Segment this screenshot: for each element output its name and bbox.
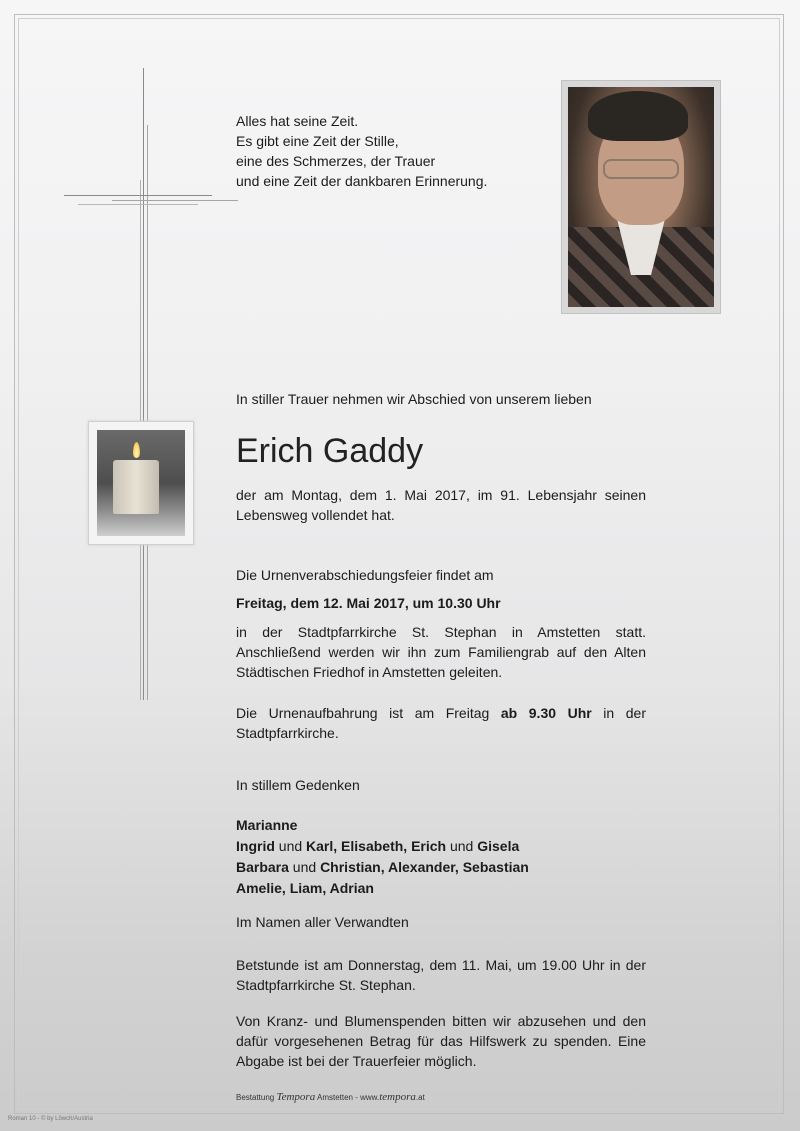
- ceremony-intro: Die Urnenverabschiedungsfeier findet am: [236, 567, 494, 583]
- family-member: Amelie, Liam, Adrian: [236, 880, 374, 896]
- ceremony-date: Freitag, dem 12. Mai 2017, um 10.30 Uhr: [236, 595, 501, 611]
- portrait-photo: [568, 87, 714, 307]
- intro-text: In stiller Trauer nehmen wir Abschied von unserem lieben: [236, 391, 592, 407]
- family-conjunction: und: [288, 859, 321, 875]
- brand-logo: Tempora: [276, 1091, 316, 1103]
- family-member: Gisela: [477, 838, 520, 854]
- family-member: Karl, Elisabeth, Erich: [306, 838, 447, 854]
- quote: [236, 111, 566, 191]
- family-list: [236, 815, 529, 899]
- funeral-home-footer: [236, 1091, 425, 1103]
- footer-text: Amstetten - www.: [315, 1093, 380, 1102]
- portrait-frame: [561, 80, 721, 314]
- cross-icon: [0, 0, 260, 720]
- quote-line: Es gibt eine Zeit der Stille,: [236, 133, 399, 149]
- donation-note: Von Kranz- und Blumenspenden bitten wir abzusehen und den dafür vorgesehenen Betrag für das Hilfswerk zu spenden. Eine Abgabe ist bei der Trauerfeier möglich.: [236, 1013, 646, 1069]
- candle-icon: [113, 460, 159, 514]
- family-member: Marianne: [236, 817, 298, 833]
- family-member: Barbara: [236, 859, 289, 875]
- relatives-note: Im Namen aller Verwandten: [236, 914, 409, 930]
- family-member: Ingrid: [236, 838, 275, 854]
- footer-text: .at: [415, 1093, 425, 1102]
- urn-viewing-text: Die Urnenaufbahrung ist am Freitag: [236, 705, 501, 721]
- family-member: Christian, Alexander, Sebastian: [320, 859, 529, 875]
- urn-viewing: [236, 703, 646, 743]
- urn-viewing-text-end: in der Stadtpfarrkirche.: [236, 705, 646, 741]
- ceremony-location: in der Stadtpfarrkirche St. Stephan in Amstetten statt. Anschließend werden wir ihn zum Familiengrab auf den Alten Städtischen Friedhof in Amstetten geleiten.: [236, 624, 646, 680]
- brand-domain: tempora: [379, 1091, 416, 1103]
- quote-line: und eine Zeit der dankbaren Erinnerung.: [236, 173, 488, 189]
- imprint: Roman 10 - © by Löwch/Austria: [8, 1116, 93, 1122]
- family-conjunction: und: [274, 838, 307, 854]
- death-notice: der am Montag, dem 1. Mai 2017, im 91. Lebensjahr seinen Lebensweg vollendet hat.: [236, 487, 646, 523]
- family-conjunction: und: [446, 838, 478, 854]
- prayer-hour: Betstunde ist am Donnerstag, dem 11. Mai, um 19.00 Uhr in der Stadtpfarrkirche St. Stephan.: [236, 957, 646, 993]
- footer-text: Bestattung: [236, 1093, 277, 1102]
- quote-line: eine des Schmerzes, der Trauer: [236, 153, 436, 169]
- deceased-name: Erich Gaddy: [236, 432, 424, 470]
- flame-icon: [133, 442, 140, 458]
- remembrance-heading: In stillem Gedenken: [236, 777, 360, 793]
- urn-viewing-time: ab 9.30 Uhr: [500, 705, 592, 721]
- quote-line: Alles hat seine Zeit.: [236, 113, 359, 129]
- candle-image: [88, 421, 194, 545]
